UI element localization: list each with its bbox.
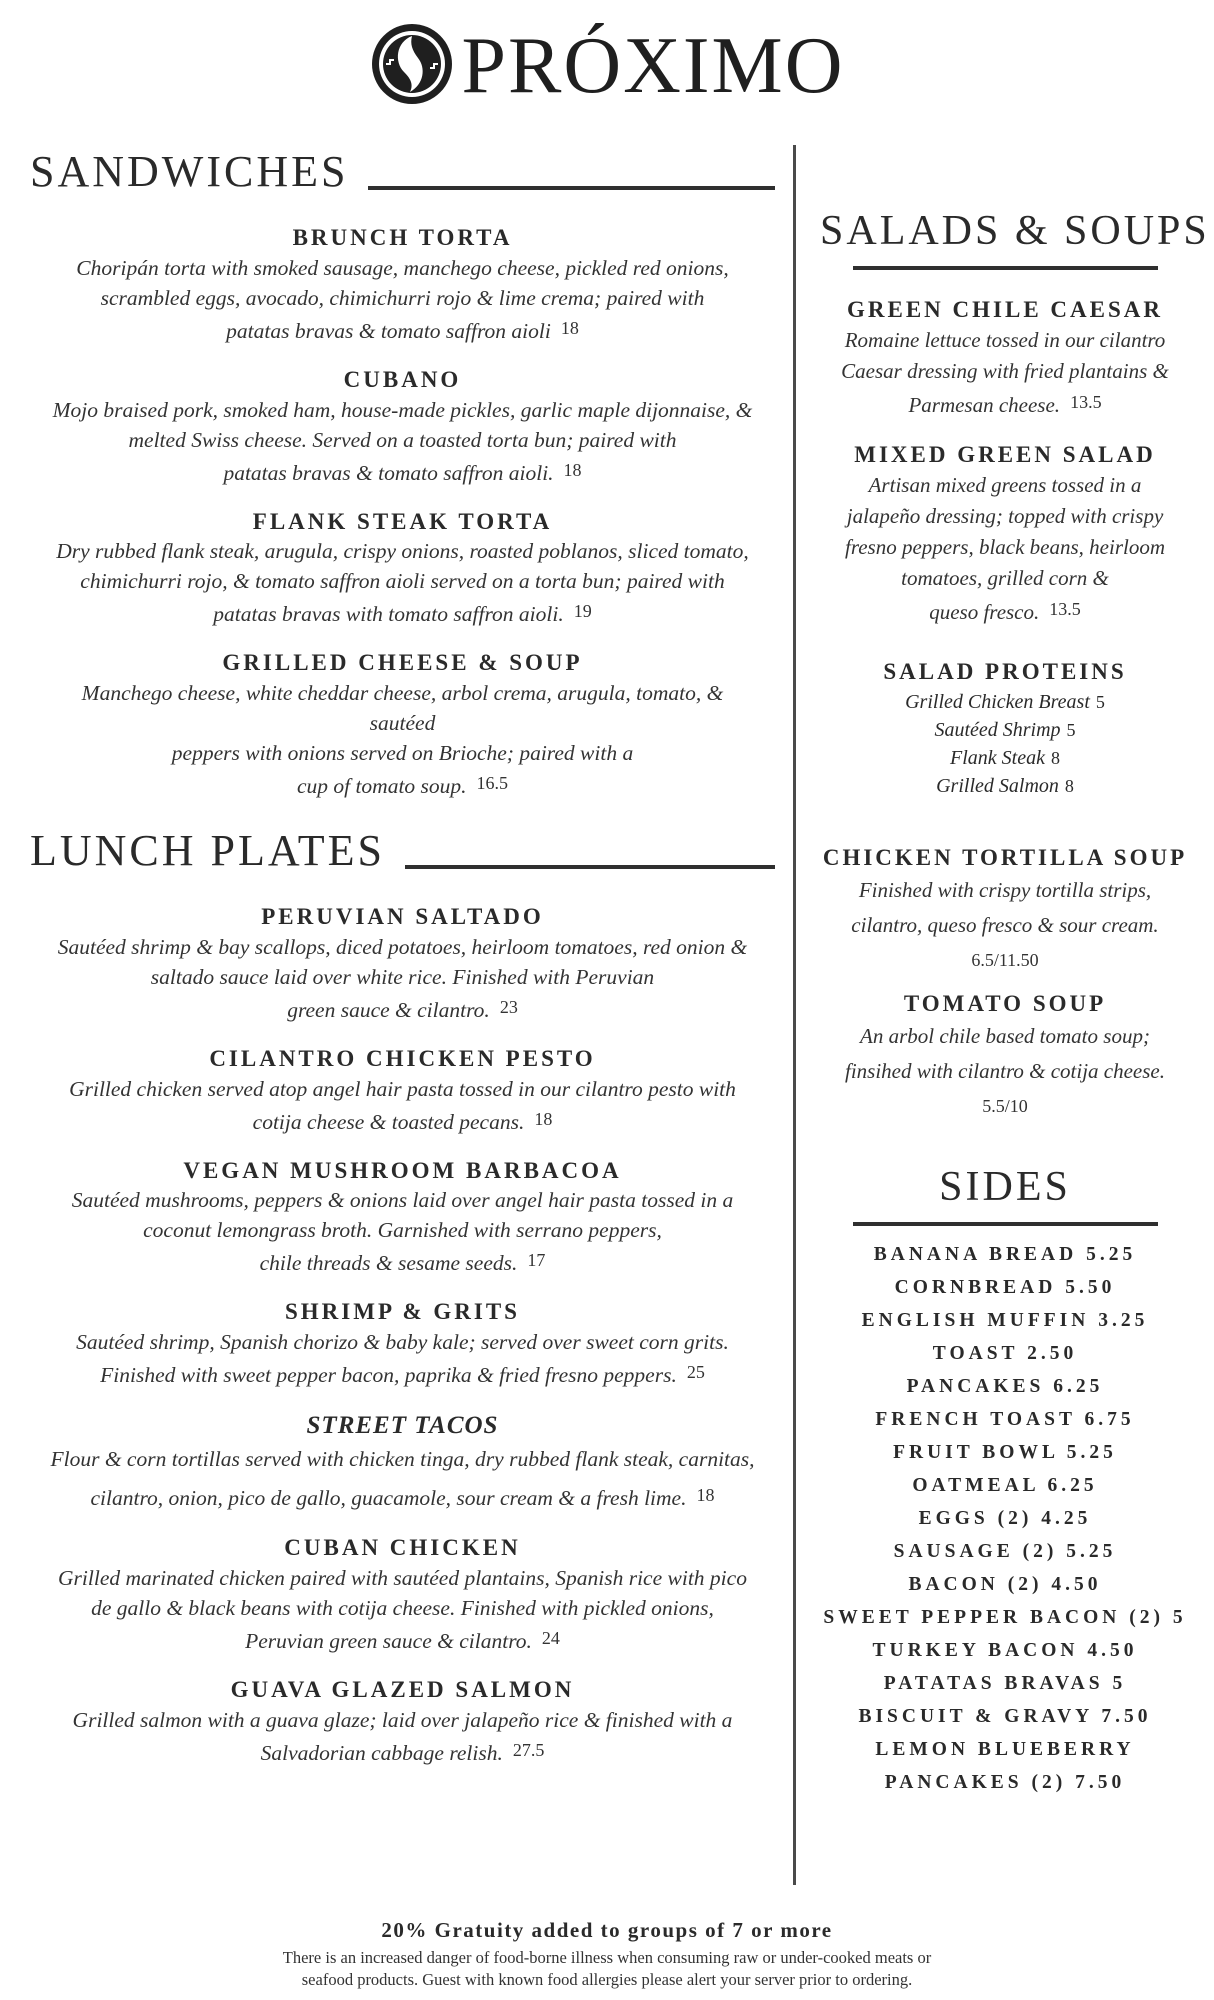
allergy-notice — [0, 1947, 1214, 1991]
item-description — [30, 536, 775, 629]
side-item: CORNBREAD 5.50 — [894, 1276, 1116, 1298]
side-item: BISCUIT & GRAVY 7.50 — [858, 1705, 1152, 1727]
description-line: Sautéed shrimp & bay scallops, diced potatoes, heirloom tomatoes, red onion & — [57, 934, 748, 959]
description-line: Dry rubbed flank steak, arugula, crispy onions, roasted poblanos, sliced tomato, — [56, 539, 749, 564]
item-description — [30, 1074, 775, 1137]
description-line: Grilled salmon with a guava glaze; laid over jalapeño rice & finished with a — [72, 1707, 733, 1732]
item-description — [820, 873, 1190, 978]
menu-item-green-chile-caesar — [820, 296, 1190, 421]
item-price: 18 — [560, 317, 579, 338]
description-line: chile threads & sesame seeds. — [259, 1251, 518, 1276]
item-price: 5.5/10 — [982, 1095, 1028, 1116]
side-item: LEMON BLUEBERRY — [875, 1738, 1135, 1760]
side-item: FRENCH TOAST 6.75 — [875, 1408, 1135, 1430]
description-line: Choripán torta with smoked sausage, manchego cheese, pickled red onions, — [76, 255, 729, 280]
item-name: GRILLED CHEESE & SOUP — [222, 650, 583, 676]
item-description — [30, 1563, 775, 1656]
description-line: queso fresco. — [929, 599, 1040, 624]
sides-list — [820, 1238, 1190, 1799]
description-line: Finished with crispy tortilla strips, — [858, 878, 1152, 902]
description-line: fresno peppers, black beans, heirloom — [844, 534, 1165, 559]
left-column — [30, 147, 775, 1768]
item-description — [30, 253, 775, 346]
item-price: 17 — [527, 1250, 546, 1271]
protein-list — [820, 688, 1190, 800]
description-line: Sautéed mushrooms, peppers & onions laid over angel hair pasta tossed in a — [71, 1188, 734, 1213]
item-name: TOMATO SOUP — [903, 991, 1107, 1016]
side-item: FRUIT BOWL 5.25 — [893, 1441, 1117, 1463]
item-price: 13.5 — [1049, 598, 1081, 619]
side-item: EGGS (2) 4.25 — [918, 1507, 1092, 1529]
description-line: Artisan mixed greens tossed in a — [868, 472, 1142, 497]
description-line: cotija cheese & toasted pecans. — [252, 1109, 525, 1134]
item-name: SALAD PROTEINS — [883, 658, 1127, 684]
side-item: TURKEY BACON 4.50 — [872, 1639, 1138, 1661]
item-price: 19 — [573, 601, 592, 622]
description-line: Salvadorian cabbage relish. — [260, 1740, 503, 1765]
brand-header — [0, 22, 1214, 110]
menu-item-guava-glazed-salmon — [30, 1676, 775, 1768]
description-line: Flour & corn tortillas served with chicken tinga, dry rubbed flank steak, carnitas, — [50, 1447, 755, 1472]
side-item: PANCAKES (2) 7.50 — [884, 1771, 1126, 1793]
menu-item-shrimp-grits — [30, 1298, 775, 1390]
sandwiches-heading — [30, 147, 775, 196]
item-name: CHICKEN TORTILLA SOUP — [822, 845, 1188, 871]
item-price: 18 — [696, 1485, 715, 1506]
description-line: Finished with sweet pepper bacon, paprika & fried fresno peppers. — [100, 1363, 677, 1387]
item-name: FLANK STEAK TORTA — [252, 508, 553, 534]
description-line: An arbol chile based tomato soup; — [860, 1023, 1150, 1048]
item-description — [30, 395, 775, 488]
menu-item-flank-steak-torta — [30, 508, 775, 630]
item-name: BRUNCH TORTA — [292, 225, 513, 250]
heading-rule — [368, 186, 775, 190]
description-line: coconut lemongrass broth. Garnished with serrano peppers, — [143, 1218, 662, 1243]
description-line: cup of tomato soup. — [296, 774, 467, 798]
menu-item-vegan-mushroom-barbacoa — [30, 1157, 775, 1279]
description-line: Manchego cheese, white cheddar cheese, arbol crema, arugula, tomato, & sautéed — [81, 681, 724, 735]
description-line: patatas bravas & tomato saffron aioli — [226, 318, 551, 343]
item-description — [820, 1019, 1190, 1124]
notice-line: There is an increased danger of food-borne illness when consuming raw or under-cooked meats or — [282, 1948, 932, 1967]
item-name: VEGAN MUSHROOM BARBACOA — [183, 1157, 622, 1183]
greek-key-medallion-icon — [370, 22, 454, 110]
side-item: SAUSAGE (2) 5.25 — [893, 1540, 1117, 1562]
description-line: patatas bravas with tomato saffron aioli. — [213, 602, 564, 627]
description-line: green sauce & cilantro. — [287, 997, 490, 1022]
footer — [0, 1918, 1214, 1991]
description-line: Grilled marinated chicken paired with sautéed plantains, Spanish rice with pico — [58, 1566, 747, 1590]
description-line: chimichurri rojo, & tomato saffron aioli served on a torta bun; paired with — [80, 569, 725, 594]
item-price: 18 — [534, 1108, 553, 1129]
side-item: ENGLISH MUFFIN 3.25 — [861, 1309, 1149, 1331]
column-divider — [793, 145, 796, 1885]
description-line: Mojo braised pork, smoked ham, house-made pickles, garlic maple dijonnaise, & — [52, 397, 753, 422]
section-title-lunch-plates: LUNCH PLATES — [30, 826, 386, 875]
section-title-sandwiches: SANDWICHES — [30, 147, 349, 196]
lunch-plates-heading — [30, 826, 775, 875]
heading-rule — [405, 865, 775, 869]
menu-item-street-tacos — [30, 1410, 775, 1516]
item-description — [30, 678, 775, 801]
menu-item-cuban-chicken — [30, 1534, 775, 1656]
description-line: cilantro, onion, pico de gallo, guacamole, sour cream & a fresh lime. — [90, 1486, 687, 1511]
item-description — [30, 1185, 775, 1278]
item-price: 27.5 — [512, 1739, 545, 1760]
item-price: 23 — [499, 996, 518, 1017]
brand-name: PRÓXIMO — [461, 22, 845, 110]
description-line: scrambled eggs, avocado, chimichurri rojo & lime crema; paired with — [100, 285, 705, 310]
protein-item: Grilled Salmon 8 — [936, 775, 1074, 798]
side-item: OATMEAL 6.25 — [912, 1474, 1098, 1496]
description-line: Parmesan cheese. — [908, 392, 1061, 417]
item-name: PERUVIAN SALTADO — [261, 904, 544, 929]
side-item: SWEET PEPPER BACON (2) 5 — [823, 1606, 1187, 1628]
side-item: TOAST 2.50 — [932, 1342, 1078, 1364]
description-line: patatas bravas & tomato saffron aioli. — [223, 460, 554, 485]
menu-item-tomato-soup — [820, 990, 1190, 1124]
menu-item-mixed-green-salad — [820, 441, 1190, 628]
side-item: PANCAKES 6.25 — [906, 1375, 1104, 1397]
description-line: de gallo & black beans with cotija cheese. Finished with pickled onions, — [91, 1596, 714, 1620]
description-line: Caesar dressing with fried plantains & — [841, 358, 1169, 383]
item-description — [30, 932, 775, 1025]
section-title-salads-soups: SALADS & SOUPS — [820, 208, 1210, 254]
description-line: Sautéed shrimp, Spanish chorizo & baby kale; served over sweet corn grits. — [76, 1330, 729, 1354]
side-item: BACON (2) 4.50 — [908, 1573, 1102, 1595]
item-name: CUBAN CHICKEN — [284, 1535, 521, 1561]
right-column — [820, 208, 1210, 1799]
item-name: GREEN CHILE CAESAR — [847, 297, 1163, 322]
menu-item-cilantro-chicken-pesto — [30, 1045, 775, 1137]
item-description — [30, 1441, 775, 1516]
item-name: SHRIMP & GRITS — [285, 1299, 520, 1325]
item-name: STREET TACOS — [306, 1412, 499, 1439]
notice-line: seafood products. Guest with known food allergies please alert your server prior to ordering. — [301, 1970, 913, 1989]
item-name: CUBANO — [343, 366, 462, 392]
sides-heading — [820, 1163, 1190, 1226]
gratuity-notice: 20% Gratuity added to groups of 7 or more — [381, 1918, 833, 1942]
item-description — [30, 1705, 775, 1768]
menu-item-peruvian-saltado — [30, 903, 775, 1025]
description-line: Romaine lettuce tossed in our cilantro — [844, 327, 1166, 352]
item-name: CILANTRO CHICKEN PESTO — [209, 1045, 596, 1071]
section-title-sides: SIDES — [939, 1163, 1071, 1210]
description-line: tomatoes, grilled corn & — [901, 565, 1109, 590]
description-line: Grilled chicken served atop angel hair pasta tossed in our cilantro pesto with — [69, 1076, 736, 1101]
heading-rule — [853, 266, 1158, 270]
item-description — [30, 1327, 775, 1390]
item-price: 18 — [563, 459, 582, 480]
description-line: Peruvian green sauce & cilantro. — [245, 1629, 532, 1653]
menu-item-grilled-cheese-soup — [30, 649, 775, 801]
item-description — [820, 470, 1190, 628]
item-price: 6.5/11.50 — [971, 950, 1039, 970]
item-name: GUAVA GLAZED SALMON — [230, 1677, 575, 1702]
item-price: 24 — [541, 1628, 560, 1648]
description-line: peppers with onions served on Brioche; paired with a — [171, 741, 634, 765]
description-line: saltado sauce laid over white rice. Finished with Peruvian — [150, 964, 655, 989]
description-line: finsihed with cilantro & cotija cheese. — [844, 1058, 1165, 1083]
item-price: 25 — [686, 1362, 705, 1382]
description-line: cilantro, queso fresco & sour cream. — [851, 913, 1159, 937]
side-item: BANANA BREAD 5.25 — [873, 1243, 1137, 1265]
description-line: melted Swiss cheese. Served on a toasted torta bun; paired with — [128, 427, 677, 452]
item-name: MIXED GREEN SALAD — [854, 441, 1156, 467]
protein-item: Sautéed Shrimp 5 — [934, 719, 1076, 742]
protein-item: Flank Steak 8 — [950, 747, 1060, 770]
description-line: jalapeño dressing; topped with crispy — [846, 503, 1164, 528]
salad-proteins — [820, 658, 1190, 801]
item-price: 13.5 — [1070, 391, 1102, 412]
salads-soups-heading — [820, 208, 1210, 270]
menu-item-cubano — [30, 366, 775, 488]
item-description — [820, 325, 1190, 421]
menu-item-brunch-torta — [30, 224, 775, 346]
menu-item-chicken-tortilla-soup — [820, 844, 1190, 978]
item-price: 16.5 — [476, 773, 509, 793]
heading-rule — [853, 1222, 1158, 1226]
protein-item: Grilled Chicken Breast 5 — [905, 691, 1105, 714]
side-item: PATATAS BRAVAS 5 — [883, 1672, 1127, 1694]
